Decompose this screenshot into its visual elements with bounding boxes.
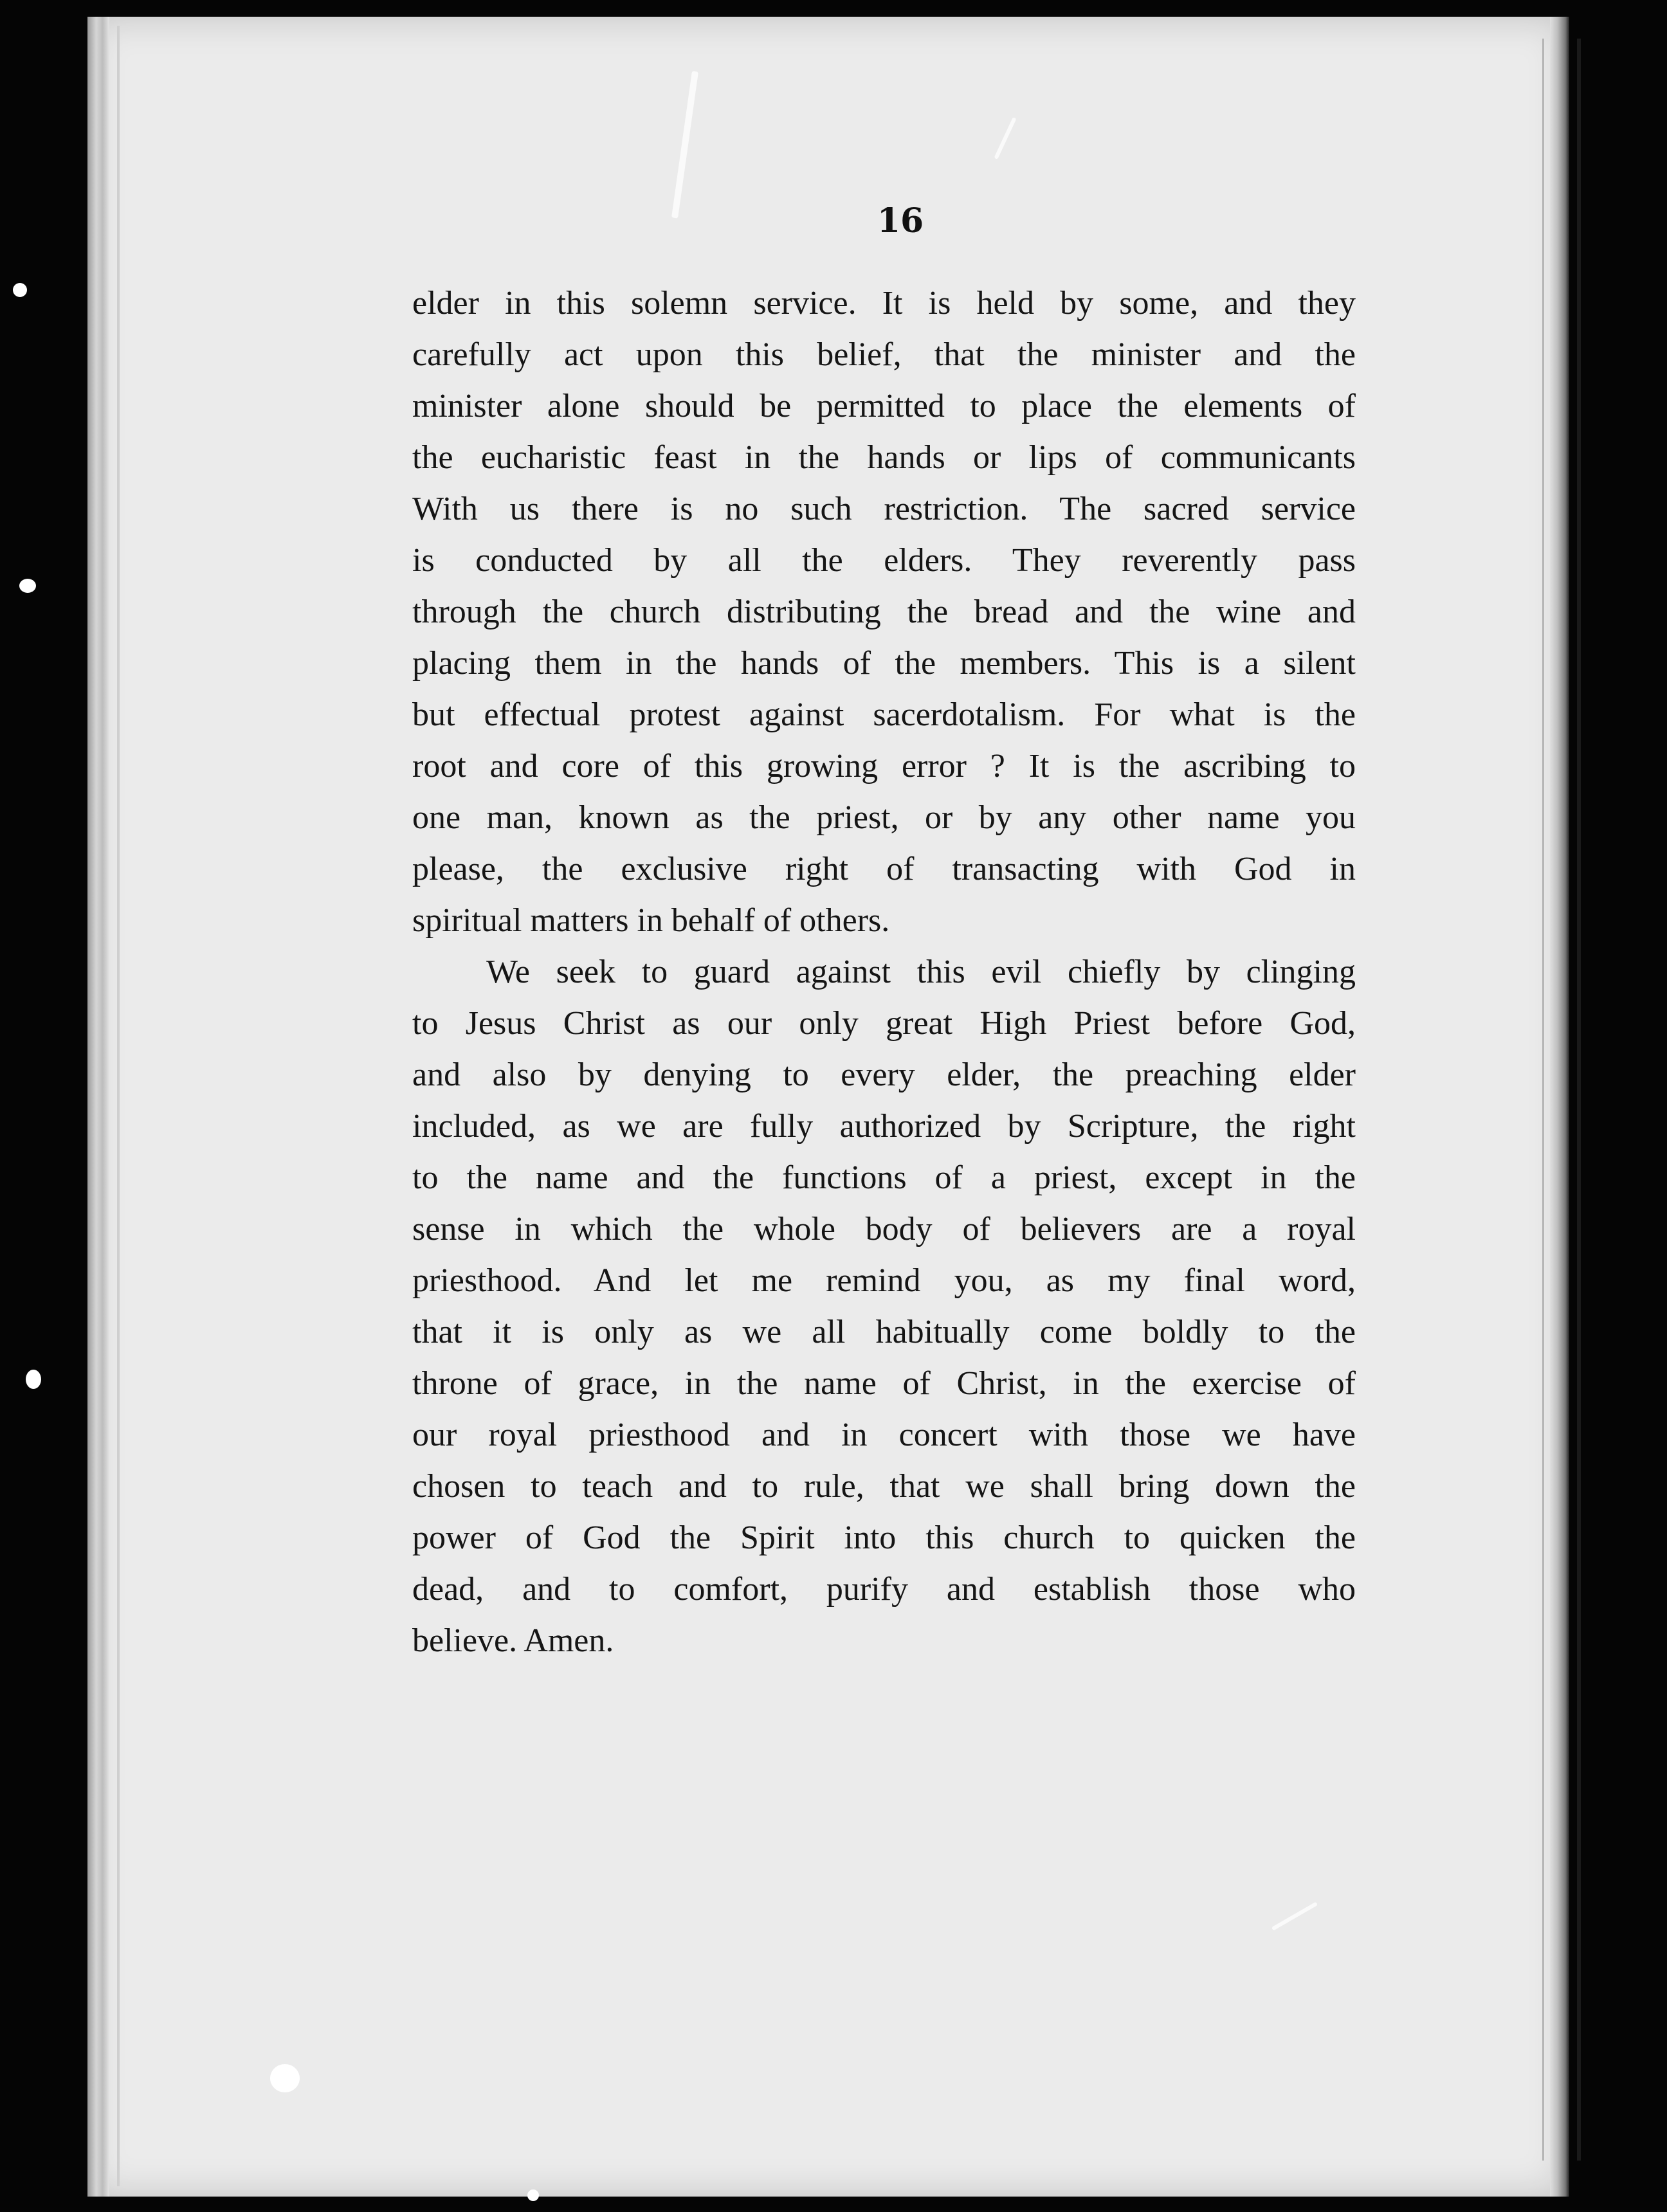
text-line: our royal priesthood and in concert with those we have xyxy=(412,1417,1356,1453)
text-line: dead, and to comfort, purify and establish those who xyxy=(412,1571,1356,1608)
body-text xyxy=(412,278,1356,1667)
text-line: to Jesus Christ as our only great High Priest before God, xyxy=(412,1005,1356,1042)
text-line: the eucharistic feast in the hands or lips of communicants xyxy=(412,439,1356,476)
dust-speck xyxy=(270,2064,300,2092)
text-line: included, as we are fully authorized by Scripture, the right xyxy=(412,1108,1356,1145)
text-line: chosen to teach and to rule, that we shall bring down the xyxy=(412,1468,1356,1505)
text-line: believe. Amen. xyxy=(412,1622,614,1659)
text-line: one man, known as the priest, or by any other name you xyxy=(412,799,1356,836)
right-page-edge xyxy=(1550,17,1569,2197)
fold-line xyxy=(1542,39,1544,2161)
paragraph xyxy=(412,947,1356,1667)
dust-speck xyxy=(527,2189,539,2201)
gutter-line xyxy=(117,26,120,2186)
text-line: spiritual matters in behalf of others. xyxy=(412,902,890,939)
page-number: 16 xyxy=(877,201,924,240)
dust-speck xyxy=(26,1370,41,1389)
dust-speck xyxy=(19,579,36,593)
text-line: throne of grace, in the name of Christ, in the exercise of xyxy=(412,1365,1356,1402)
text-line: but effectual protest against sacerdotalism. For what is the xyxy=(412,696,1356,733)
text-line: that it is only as we all habitually come boldly to the xyxy=(412,1314,1356,1350)
text-line: and also by denying to every elder, the preaching elder xyxy=(412,1056,1356,1093)
text-line: We seek to guard against this evil chiefly by clinging xyxy=(486,954,1356,990)
text-line: power of God the Spirit into this church to quicken the xyxy=(412,1519,1356,1556)
text-line: elder in this solemn service. It is held by some, and they xyxy=(412,285,1356,322)
text-line: carefully act upon this belief, that the minister and the xyxy=(412,336,1356,373)
right-edge-shadow xyxy=(1577,39,1581,2161)
text-line: priesthood. And let me remind you, as my final word, xyxy=(412,1262,1356,1299)
text-line: is conducted by all the elders. They reverently pass xyxy=(412,542,1356,579)
text-line: through the church distributing the bread and the wine and xyxy=(412,594,1356,630)
paragraph xyxy=(412,278,1356,947)
text-line: sense in which the whole body of believers are a royal xyxy=(412,1211,1356,1247)
text-line: With us there is no such restriction. The sacred service xyxy=(412,491,1356,527)
binding-gutter xyxy=(87,17,109,2197)
text-line: placing them in the hands of the members. This is a silent xyxy=(412,645,1356,682)
text-line: please, the exclusive right of transacting with God in xyxy=(412,851,1356,887)
text-line: minister alone should be permitted to place the elements of xyxy=(412,388,1356,424)
dust-speck xyxy=(13,283,27,297)
text-line: root and core of this growing error ? It is the ascribing to xyxy=(412,748,1356,784)
text-line: to the name and the functions of a priest, except in the xyxy=(412,1159,1356,1196)
